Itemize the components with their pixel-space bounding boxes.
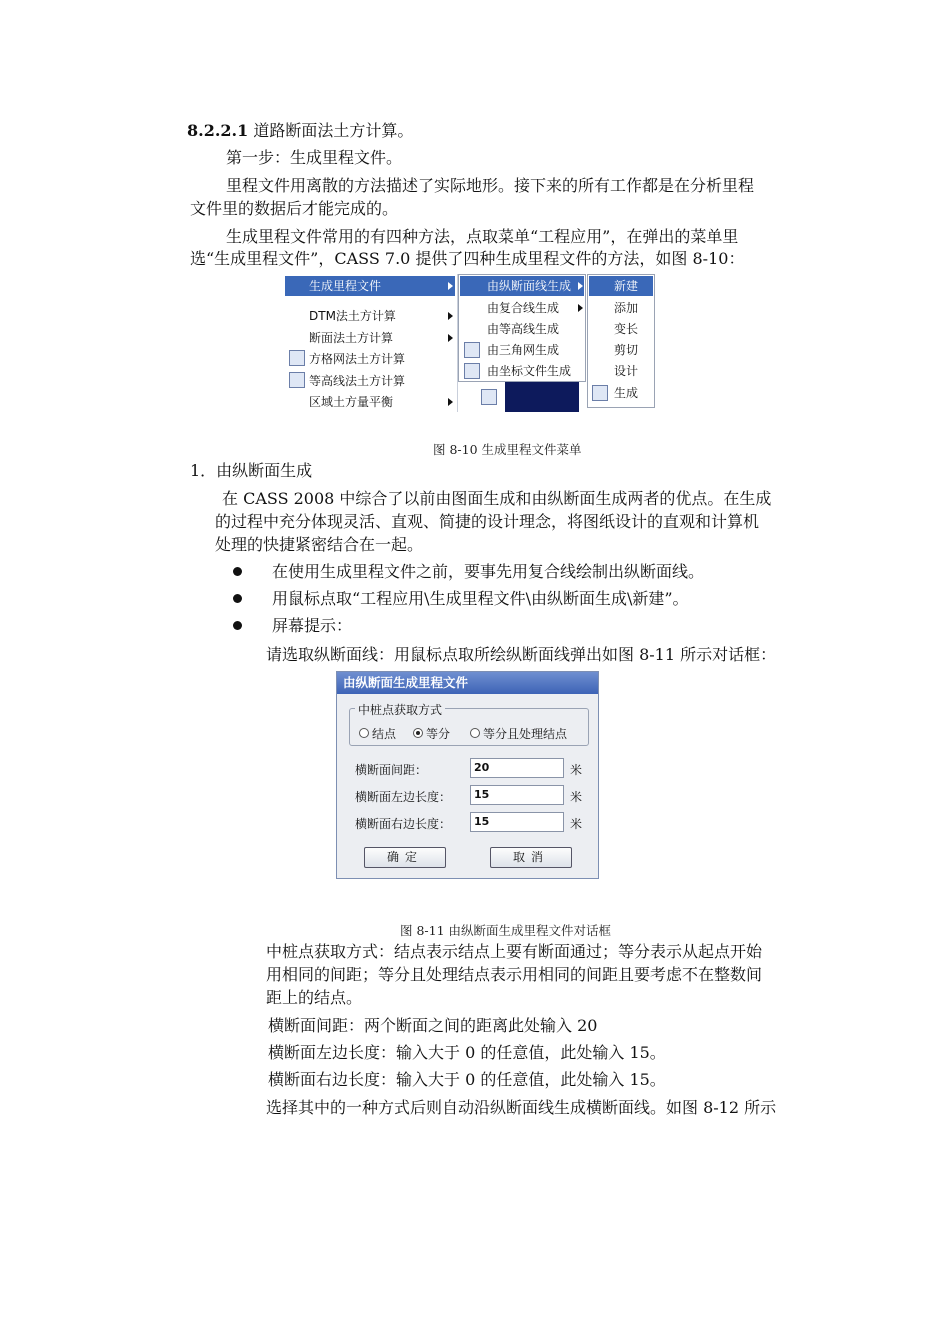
paragraph-line: 横断面右边长度：输入大于 0 的任意值，此处输入 15。: [268, 1070, 666, 1089]
grid-method-icon: [289, 350, 305, 366]
menu-item-grid-method[interactable]: 方格网法土方计算: [309, 352, 406, 366]
spacing-input[interactable]: 20: [470, 758, 564, 778]
section-heading: [187, 120, 413, 142]
menu-level-1: [285, 274, 458, 412]
menu-item-contour-method[interactable]: 等高线法土方计算: [309, 374, 406, 388]
menu-item-label: 新建: [614, 279, 639, 293]
menu-item-from-polyline[interactable]: 由复合线生成: [487, 301, 560, 315]
section-number: 8.2.2.1: [187, 121, 249, 140]
paragraph-line: 里程文件用离散的方法描述了实际地形。接下来的所有工作都是在分析里程: [226, 176, 755, 195]
radio-equal-node[interactable]: [470, 728, 480, 738]
tin-icon: [464, 342, 480, 358]
radio-node-label: 结点: [372, 727, 397, 741]
menu-item-add[interactable]: 添加: [614, 301, 639, 315]
menu-item-lengthen[interactable]: 变长: [614, 322, 639, 336]
section-title: 道路断面法土方计算。: [253, 121, 414, 140]
menu-level-3: [587, 274, 655, 408]
menu-item-from-profile[interactable]: [460, 276, 584, 296]
menu-item-design[interactable]: 设计: [614, 364, 639, 378]
paragraph-line: 横断面间距：两个断面之间的距离此处输入 20: [268, 1016, 598, 1035]
radio-node[interactable]: [359, 728, 369, 738]
paragraph-line: 选“生成里程文件”，CASS 7.0 提供了四种生成里程文件的方法，如图 8-10：: [190, 249, 745, 268]
coord-file-icon: [464, 363, 480, 379]
paragraph-line: 文件里的数据后才能完成的。: [190, 199, 399, 218]
submenu-arrow-icon: [578, 304, 583, 312]
submenu-arrow-icon: [448, 398, 453, 406]
menu-item-generate[interactable]: 生成: [614, 386, 639, 400]
pencil-icon: [481, 389, 497, 405]
submenu-arrow-icon: [448, 312, 453, 320]
bullet-icon: [233, 621, 242, 630]
paragraph-line: 横断面左边长度：输入大于 0 的任意值，此处输入 15。: [268, 1043, 666, 1062]
menu-item-generate-mileage[interactable]: [285, 276, 455, 296]
menu-item-new[interactable]: [589, 276, 653, 296]
submenu-arrow-icon: [448, 334, 453, 342]
left-length-input[interactable]: 15: [470, 785, 564, 805]
group-label: 中桩点获取方式: [355, 701, 445, 718]
menu-item-label: 由纵断面线生成: [487, 279, 572, 293]
bullet-icon: [233, 594, 242, 603]
menu-item-cut[interactable]: 剪切: [614, 343, 639, 357]
unit-label: 米: [570, 817, 583, 831]
paragraph-line: 选择其中的一种方式后则自动沿纵断面线生成横断面线。如图 8-12 所示: [266, 1098, 777, 1117]
paragraph-line: 的过程中充分体现灵活、直观、简捷的设计理念，将图纸设计的直观和计算机: [215, 512, 760, 531]
unit-label: 米: [570, 790, 583, 804]
contour-method-icon: [289, 372, 305, 388]
menu-item-section-method[interactable]: 断面法土方计算: [309, 331, 394, 345]
step-text: 第一步：生成里程文件。: [226, 148, 403, 167]
menu-item-dtm[interactable]: DTM法土方计算: [309, 309, 396, 323]
menu-screenshot: [285, 274, 655, 412]
paragraph-line: 用相同的间距；等分且处理结点表示用相同的间距且要考虑不在整数间: [266, 965, 763, 984]
menu-item-from-contour[interactable]: 由等高线生成: [487, 322, 560, 336]
radio-equal-label: 等分: [426, 727, 451, 741]
menu-item-label: 生成里程文件: [309, 279, 382, 293]
menu-item-from-tin[interactable]: 由三角网生成: [487, 343, 560, 357]
unit-label: 米: [570, 763, 583, 777]
generate-icon: [592, 385, 608, 401]
ok-button[interactable]: 确定: [364, 847, 446, 868]
right-length-input[interactable]: 15: [470, 812, 564, 832]
bullet-text: 屏幕提示：: [272, 616, 353, 635]
paragraph-line: 中桩点获取方式：结点表示结点上要有断面通过；等分表示从起点开始: [266, 942, 763, 961]
drawing-canvas: [505, 382, 579, 412]
spacing-label: 横断面间距：: [355, 763, 428, 777]
submenu-arrow-icon: [578, 282, 583, 290]
bullet-text: 在使用生成里程文件之前，要事先用复合线绘制出纵断面线。: [272, 562, 705, 581]
paragraph-line: 距上的结点。: [266, 988, 363, 1007]
dialog-title: 由纵断面生成里程文件: [337, 672, 598, 694]
left-length-label: 横断面左边长度：: [355, 790, 452, 804]
submenu-arrow-icon: [448, 282, 453, 290]
radio-equal-node-label: 等分且处理结点: [483, 727, 568, 741]
menu-level-2: [458, 274, 586, 382]
figure-caption: 图 8-11 由纵断面生成里程文件对话框: [400, 923, 612, 938]
prompt-text: 请选取纵断面线：用鼠标点取所绘纵断面线弹出如图 8-11 所示对话框：: [266, 645, 777, 664]
bullet-icon: [233, 567, 242, 576]
right-length-label: 横断面右边长度：: [355, 817, 452, 831]
bullet-text: 用鼠标点取“工程应用\生成里程文件\由纵断面生成\新建”。: [272, 589, 689, 608]
radio-equal[interactable]: [413, 728, 423, 738]
paragraph-line: 在 CASS 2008 中综合了以前由图面生成和由纵断面生成两者的优点。在生成: [222, 489, 772, 508]
paragraph-line: 处理的快捷紧密结合在一起。: [215, 535, 424, 554]
menu-item-from-coord-file[interactable]: 由坐标文件生成: [487, 364, 572, 378]
profile-mileage-dialog: [336, 671, 599, 879]
subsection-heading: 1．由纵断面生成: [190, 461, 313, 480]
menu-item-area-balance[interactable]: 区域土方量平衡: [309, 395, 394, 409]
figure-caption: 图 8-10 生成里程文件菜单: [433, 442, 582, 457]
cancel-button[interactable]: 取消: [490, 847, 572, 868]
paragraph-line: 生成里程文件常用的有四种方法，点取菜单“工程应用”，在弹出的菜单里: [226, 227, 739, 246]
